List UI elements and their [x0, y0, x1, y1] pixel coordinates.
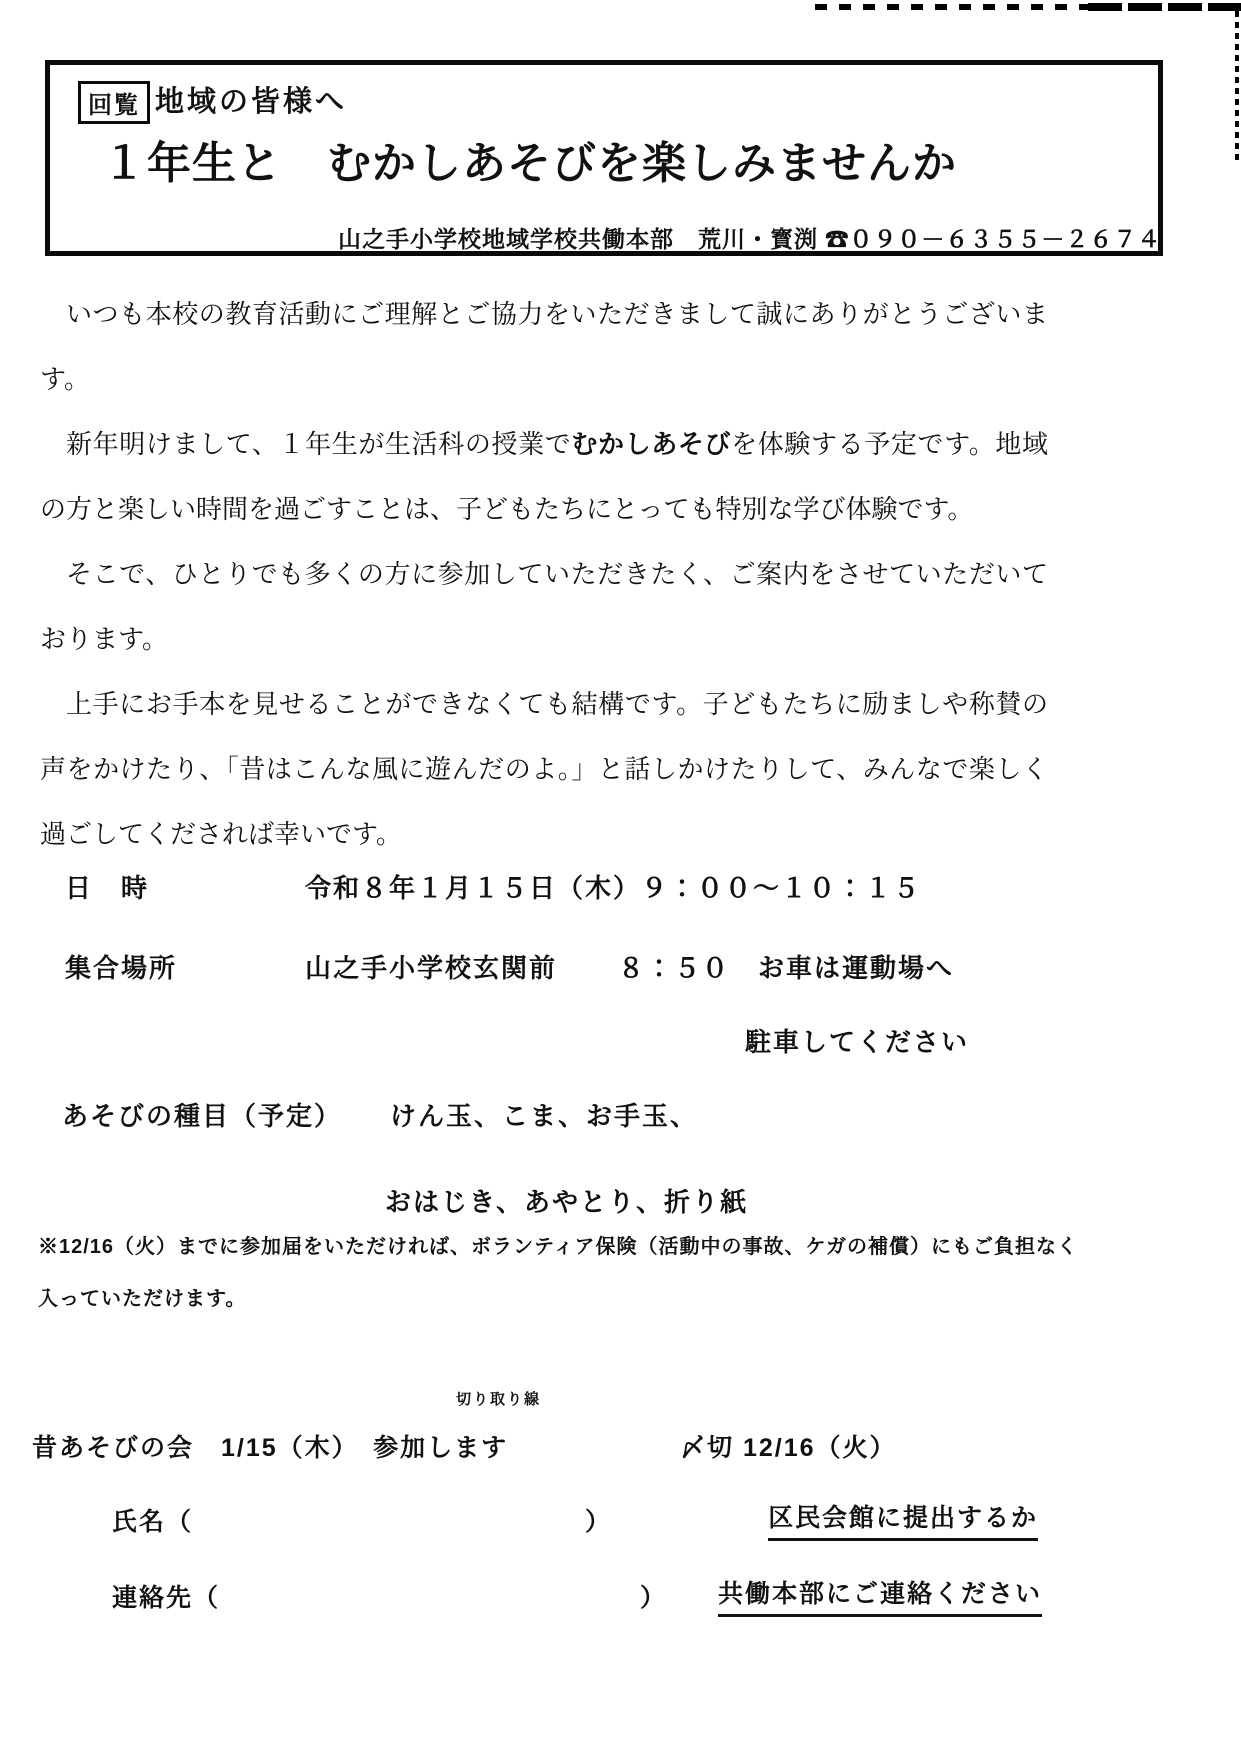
datetime-value: 令和８年１月１５日（木）９：００～１０：１５ [305, 873, 922, 903]
scan-artifact [815, 4, 1115, 10]
meeting-place-value: 山之手小学校玄関前 [305, 953, 558, 983]
datetime-label: 日 時 [65, 873, 150, 903]
name-field-close-paren: ） [585, 1508, 613, 1536]
paragraph-announcement-start: 新年明けまして、１年生が生活科の授業で [66, 430, 572, 459]
form-event-line: 昔あそびの会 1/15（木） 参加します [32, 1434, 509, 1462]
games-line1: けん玉、こま、お手玉、 [390, 1101, 699, 1131]
audience-line: 地域の皆様へ [155, 86, 348, 118]
parking-note: 駐車してください [745, 1027, 970, 1057]
circulation-badge: 回覧 [78, 81, 150, 124]
contact-headquarters-note: 共働本部にご連絡ください [718, 1574, 1042, 1617]
contact-field-close-paren: ） [640, 1584, 668, 1612]
insurance-footnote-line2: 入っていただけます。 [38, 1288, 247, 1310]
submit-location-note: 区民会館に提出するか [768, 1498, 1038, 1541]
paragraph-encouragement: 上手にお手本を見せることができなくても結構です。子どもたちに励ましや称賛の声をかけたり、「昔はこんな風に遊んだのよ。」と話しかけたりして、みんなで楽しく過ごしてくだされば幸いです。 [40, 690, 1048, 849]
page-title: １年生と むかしあそびを楽しみませんか [102, 139, 957, 188]
mukashi-asobi-emphasis: むかしあそび [571, 429, 732, 459]
paragraph-announcement [40, 412, 1048, 542]
scan-artifact [1088, 3, 1241, 11]
insurance-footnote-line1: ※12/16（火）までに参加届をいただければ、ボランティア保険（活動中の事故、ケガの補償）にもご負担なく [38, 1236, 1079, 1258]
header-box [45, 60, 1163, 256]
name-field-label: 氏名（ [112, 1508, 194, 1536]
form-deadline: 〆切 12/16（火） [680, 1434, 897, 1462]
phone-icon: ☎ [825, 226, 850, 252]
cutline-label: 切り取り線 [456, 1391, 542, 1408]
meeting-place-label: 集合場所 [65, 953, 178, 983]
contact-field-label: 連絡先（ [112, 1584, 221, 1612]
organization-name: 山之手小学校地域学校共働本部 荒川・寳渕 [338, 226, 818, 252]
paragraph-invitation: そこで、ひとりでも多くの方に参加していただきたく、ご案内をさせていただいております。 [40, 560, 1048, 654]
contact-line [338, 221, 1161, 254]
meeting-time-and-car-note: ８：５０ お車は運動場へ [618, 953, 955, 983]
games-line2: おはじき、あやとり、折り紙 [385, 1187, 748, 1217]
paragraph-announcement-end: を体験する予定です。地域の方と楽しい時間を過ごすことは、子どもたちにとっても特別な学び体験です。 [40, 430, 1048, 524]
phone-number: ０９０－６３５５－２６７４ [849, 226, 1162, 252]
scan-artifact [1235, 10, 1239, 160]
games-label: あそびの種目（予定） [62, 1101, 343, 1131]
body-text [40, 282, 1048, 867]
paragraph-greeting: いつも本校の教育活動にご理解とご協力をいただきまして誠にありがとうございます。 [40, 300, 1048, 394]
